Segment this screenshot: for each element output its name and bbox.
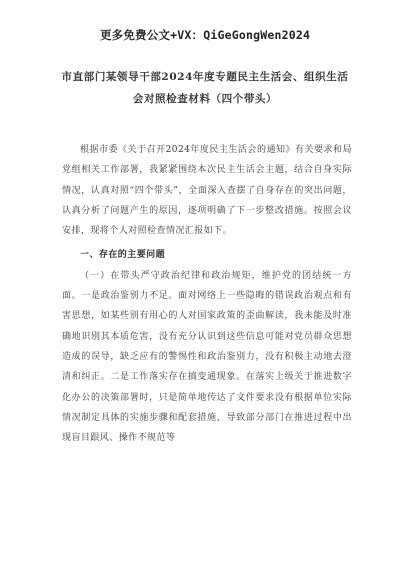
section-paragraph: （一）在带头严守政治纪律和政治规矩，维护党的团结统一方面。一是政治鉴别力不足。面对网络上一些隐晦的错误政治观点和有害思想，如某些别有用心的人对国家政策的歪曲解读，我未能及时准确地识别其本质危害，没有充分认识到这些信息可能对党员群众思想造成的误导，缺乏应有的警惕性和政治鉴别力，没有积极主动地去澄清和纠正。二是工作落实存在搞变通现象。在落实上级关于推进数字化办公的决策部署时，只是简单地传达了文件要求没有根据单位实际情况制定具体的实施步骤和配套措施，导致部分部门在推进过程中出现盲目跟风、操作不规范等 <box>62 270 352 444</box>
document-body <box>62 140 352 448</box>
document-title: 市直部门某领导干部2024年度专题民主生活会、组织生活会对照检查材料（四个带头） <box>61 71 349 105</box>
section-heading: 一、存在的主要问题 <box>80 250 166 261</box>
intro-paragraph: 根据市委《关于召开2024年度民主生活会的通知》有关要求和局党组相关工作部署，我紧紧围绕本次民主生活会主题，结合自身实际情况，认真对照“四个带头”，全面深入查摆了自身存在的突出问题，认真分析了问题产生的原因，逐项明确了下一步整改措施。按照会议安排，现将个人对照检查情况汇报如下。 <box>62 145 352 237</box>
watermark-header: 更多免费公文+VX：QiGeGongWen2024 <box>99 28 311 42</box>
